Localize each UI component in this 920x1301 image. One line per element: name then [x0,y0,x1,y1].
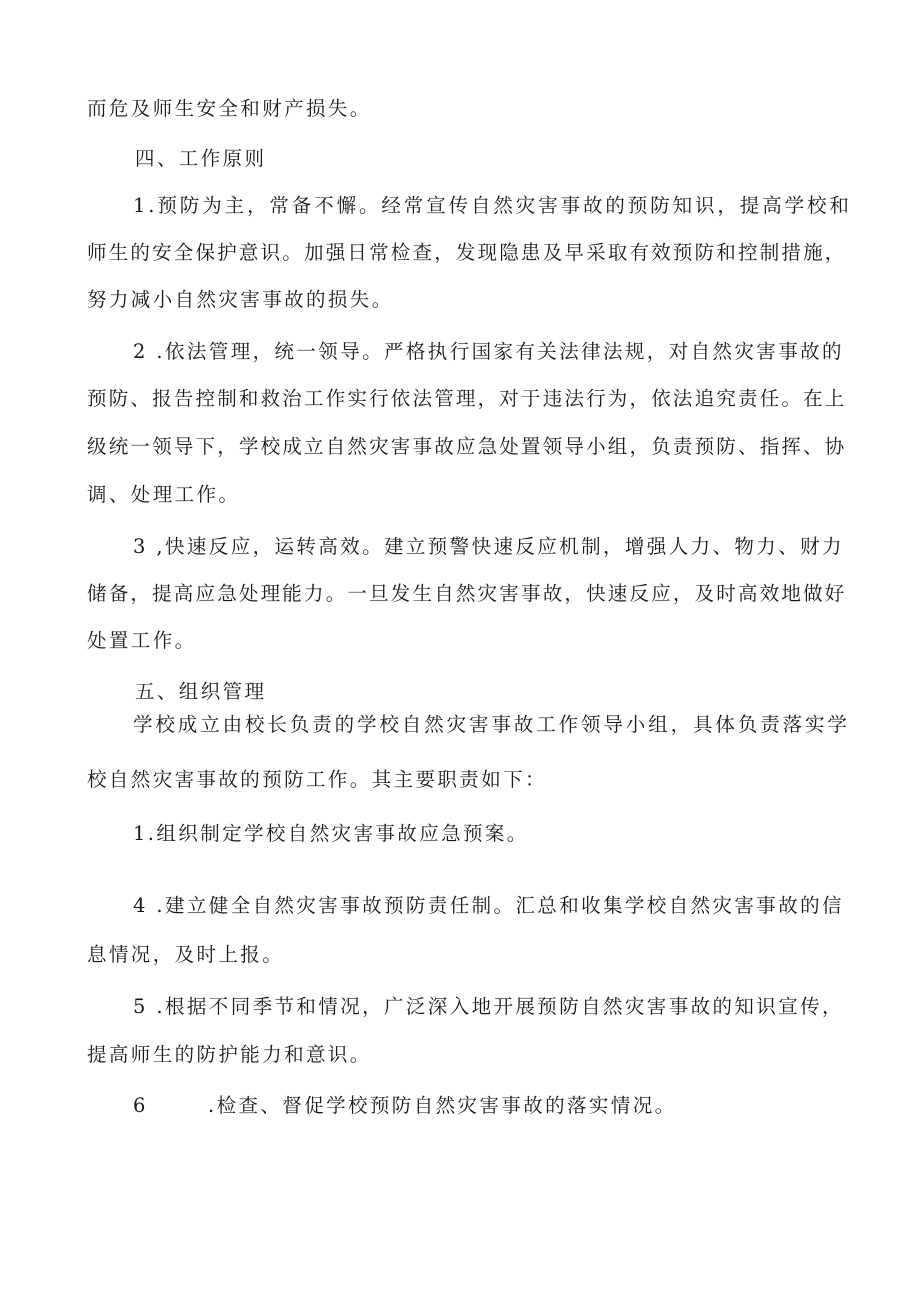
section-heading-organization: 五、组织管理 [135,680,267,703]
text-line-8: 级统一领导下，学校成立自然灾害事故应急处置领导小组，负责预防、指挥、协 [87,435,847,458]
section-heading-principles: 四、工作原则 [135,147,267,170]
text-line-15: 校自然灾害事故的预防工作。其主要职责如下： [87,768,547,791]
text-line-4: 师生的安全保护意识。加强日常检查，发现隐患及早采取有效预防和控制措施， [87,241,847,264]
text-line-12: 处置工作。 [87,629,197,652]
text-line-9: 调、处理工作。 [87,483,241,506]
text-line-7: 预防、报告控制和救治工作实行依法管理，对于违法行为，依法追究责任。在上 [87,387,847,410]
text-line-20: 提高师生的防护能力和意识。 [87,1043,372,1066]
text-line-5: 努力减小自然灾害事故的损失。 [87,288,394,311]
text-line-10: 3 ,快速反应，运转高效。建立预警快速反应机制，增强人力、物力、财力 [133,535,844,558]
text-line-11: 储备，提高应急处理能力。一旦发生自然灾害事故，快速反应，及时高效地做好 [87,582,847,605]
text-line-19: 5 .根据不同季节和情况，广泛深入地开展预防自然灾害事故的知识宣传， [133,995,844,1018]
text-line-21: 6 .检查、督促学校预防自然灾害事故的落实情况。 [133,1094,677,1117]
text-line-6: 2 .依法管理，统一领导。严格执行国家有关法律法规，对自然灾害事故的 [133,340,844,363]
text-line-18: 息情况，及时上报。 [87,943,285,966]
text-line-14: 学校成立由校长负责的学校自然灾害事故工作领导小组，具体负责落实学 [133,713,850,736]
text-line-17: 4 .建立健全自然灾害事故预防责任制。汇总和收集学校自然灾害事故的信 [133,894,844,917]
text-line-16: 1.组织制定学校自然灾害事故应急预案。 [133,822,529,845]
text-line-3: 1.预防为主，常备不懈。经常宣传自然灾害事故的预防知识，提高学校和 [133,194,852,217]
text-line-1: 而危及师生安全和财产损失。 [87,97,372,120]
